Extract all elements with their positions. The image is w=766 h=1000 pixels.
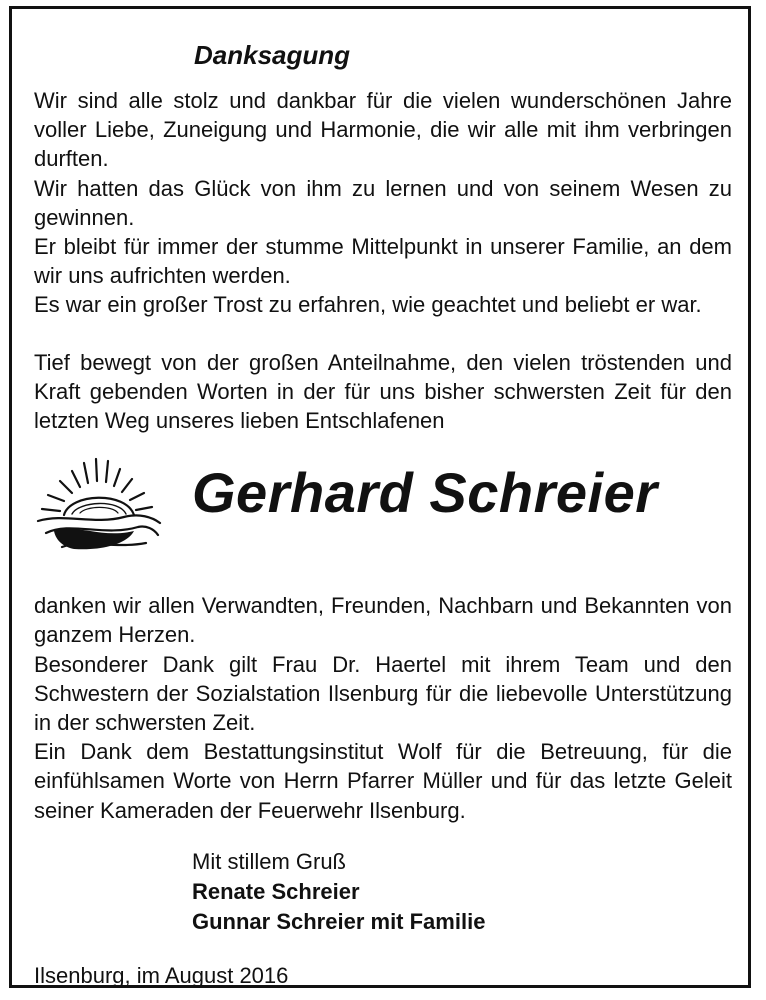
paragraph: Wir hatten das Glück von ihm zu lernen und von seinem Wesen zu gewinnen.	[34, 175, 732, 230]
heading: Danksagung	[194, 40, 351, 70]
obituary-notice	[34, 30, 732, 990]
paragraph: Es war ein großer Trost zu erfahren, wie geachtet und beliebt er war.	[34, 292, 702, 318]
spacer	[34, 320, 732, 348]
signer-name: Gunnar Schreier mit Familie	[192, 908, 486, 934]
deceased-name: Gerhard Schreier	[192, 461, 658, 525]
closing-block	[192, 847, 732, 937]
signer-name: Renate Schreier	[192, 878, 360, 904]
paragraph: Er bleibt für immer der stumme Mittelpunkt in unserer Familie, an dem wir uns aufrichten werden.	[34, 234, 732, 289]
rising-sun-over-hills-icon	[34, 451, 164, 561]
paragraph: Besonderer Dank gilt Frau Dr. Haertel mit ihrem Team und den Schwestern der Sozialstation Ilsenburg für die liebevolle Unterstützung in der schwersten Zeit.	[34, 651, 732, 736]
lead-in-paragraph: Tief bewegt von der großen Anteilnahme, den vielen tröstenden und Kraft gebenden Worten in der für uns bisher schwersten Zeit für den letzten Weg unseres lieben Entschlafenen	[34, 349, 732, 434]
closing-greeting: Mit stillem Gruß	[192, 848, 346, 874]
paragraph: Ein Dank dem Bestattungsinstitut Wolf für die Betreuung, für die einfühlsamen Worte von Herrn Pfarrer Müller und für das letzte Geleit seiner Kameraden der Feuerwehr Ilsenburg.	[34, 739, 732, 823]
name-block	[34, 449, 732, 573]
paragraph: danken wir allen Verwandten, Freunden, Nachbarn und Bekannten von ganzem Herzen.	[34, 593, 732, 648]
paragraph: Wir sind alle stolz und dankbar für die vielen wunderschönen Jahre voller Liebe, Zuneigung und Harmonie, die wir alle mit ihm verbringen durften.	[34, 88, 732, 172]
place-date: Ilsenburg, im August 2016	[34, 962, 289, 988]
